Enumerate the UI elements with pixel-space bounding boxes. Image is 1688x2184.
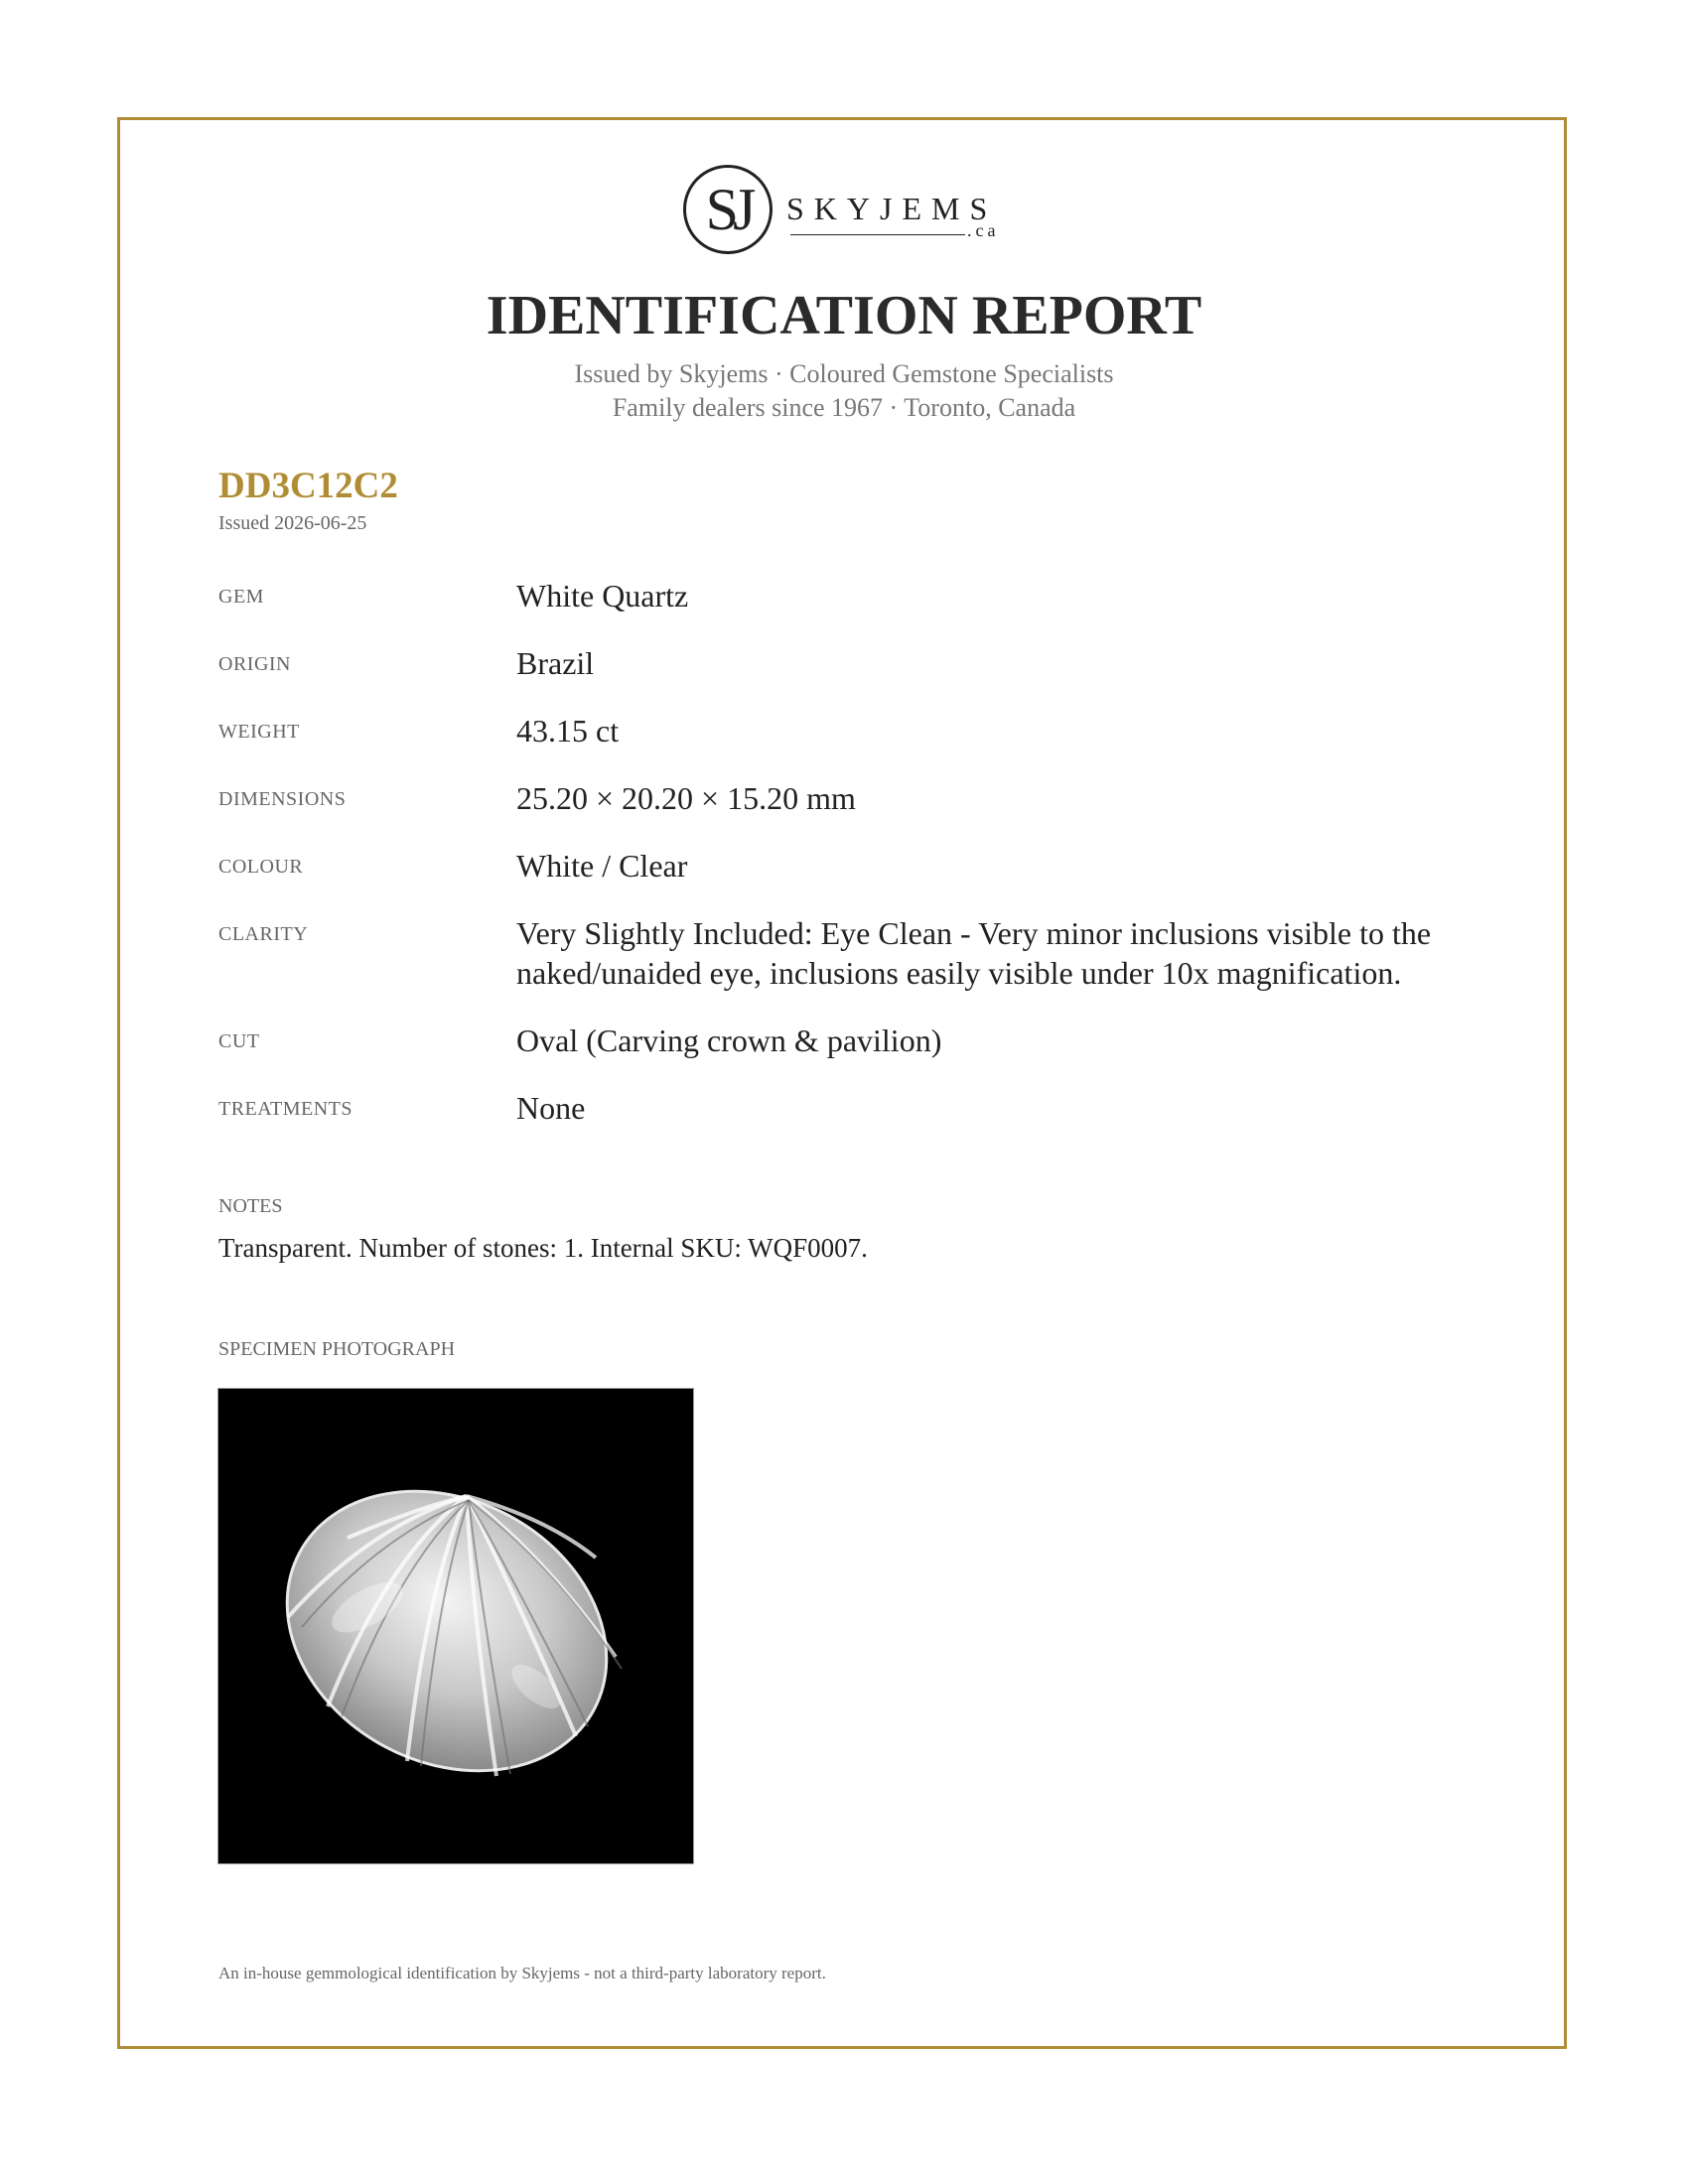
skyjems-logo [683,165,1001,264]
logo-rule [790,234,965,235]
dealer-line: Family dealers since 1967 · Toronto, Canada [612,393,1076,422]
logo-wordmark: SKYJEMS [786,191,998,226]
footer-disclaimer: An in-house gemmological identification by Skyjems - not a third-party laboratory report. [218,1964,826,1982]
field-label: TREATMENTS [218,1098,352,1120]
logo-monogram: SJ [705,177,751,242]
photo-label: SPECIMEN PHOTOGRAPH [218,1338,456,1360]
report-id: DD3C12C2 [218,466,398,506]
field-value: White / Clear [516,848,688,884]
report-title: IDENTIFICATION REPORT [486,285,1202,346]
field-value: 25.20 × 20.20 × 15.20 mm [516,780,856,816]
field-value: None [516,1090,586,1126]
logo-tld: .ca [967,220,1000,240]
field-label: DIMENSIONS [218,788,347,810]
field-value: Brazil [516,645,595,681]
field-label: CUT [218,1030,260,1052]
field-value: Oval (Carving crown & pavilion) [516,1023,942,1058]
field-label: GEM [218,586,264,608]
field-value: White Quartz [516,578,689,614]
field-label: WEIGHT [218,721,300,743]
field-label: CLARITY [218,923,309,945]
specimen-photograph [217,1388,694,1864]
field-label: ORIGIN [218,653,291,675]
notes-label: NOTES [218,1195,283,1217]
issue-date: Issued 2026-06-25 [218,512,367,534]
field-value: Very Slightly Included: Eye Clean - Very minor inclusions visible to the naked/unaided eye, inclusions easily visible under 10x magnification. [516,915,1432,991]
issuer-line: Issued by Skyjems · Coloured Gemstone Specialists [574,359,1114,388]
field-label: COLOUR [218,856,304,878]
notes-text: Transparent. Number of stones: 1. Internal SKU: WQF0007. [218,1233,868,1263]
field-value: 43.15 ct [516,713,620,749]
gem-illustration [218,1389,693,1863]
